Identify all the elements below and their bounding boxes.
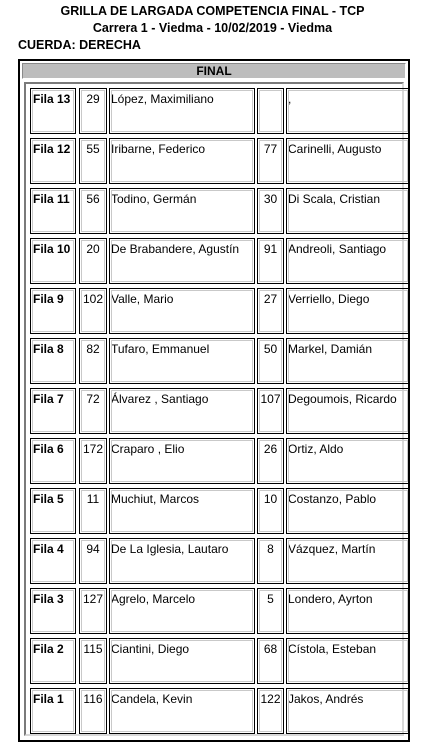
car-number-left: 56 [79,188,107,234]
driver-name-right: Vázquez, Martín [286,538,410,584]
table-row [30,238,401,284]
table-row [30,688,401,734]
driver-name-right: Markel, Damián [286,338,410,384]
table-row [30,638,401,684]
car-number-right: 30 [257,188,284,234]
row-label: Fila 5 [30,488,76,534]
car-number-right: 50 [257,338,284,384]
car-number-left: 20 [79,238,107,284]
driver-name-left: Muchiut, Marcos [109,488,255,534]
driver-name-right: Jakos, Andrés [286,688,410,734]
driver-name-right: Carinelli, Augusto [286,138,410,184]
row-label: Fila 12 [30,138,76,184]
car-number-left: 72 [79,388,107,434]
car-number-left: 172 [79,438,107,484]
table-row [30,88,401,134]
row-label: Fila 7 [30,388,76,434]
driver-name-left: Craparo , Elio [109,438,255,484]
car-number-right: 77 [257,138,284,184]
driver-name-left: Agrelo, Marcelo [109,588,255,634]
row-label: Fila 4 [30,538,76,584]
driver-name-right: Degoumois, Ricardo [286,388,410,434]
car-number-left: 102 [79,288,107,334]
table-row [30,488,401,534]
car-number-right: 5 [257,588,284,634]
car-number-left: 116 [79,688,107,734]
cuerda-label: CUERDA: DERECHA [18,38,141,52]
car-number-right: 107 [257,388,284,434]
page-subtitle: Carrera 1 - Viedma - 10/02/2019 - Viedma [92,21,333,35]
table-row [30,338,401,384]
car-number-right: 91 [257,238,284,284]
grid-body [24,82,404,736]
table-heading: FINAL [22,63,406,79]
driver-name-right: Andreoli, Santiago [286,238,410,284]
row-label: Fila 11 [30,188,76,234]
driver-name-left: Valle, Mario [109,288,255,334]
row-label: Fila 9 [30,288,76,334]
driver-name-left: Tufaro, Emmanuel [109,338,255,384]
row-label: Fila 3 [30,588,76,634]
table-row [30,388,401,434]
driver-name-left: Álvarez , Santiago [109,388,255,434]
driver-name-right: Cístola, Esteban [286,638,410,684]
car-number-right: 27 [257,288,284,334]
driver-name-right: Di Scala, Cristian [286,188,410,234]
table-row [30,288,401,334]
driver-name-right: , [286,88,410,134]
car-number-left: 55 [79,138,107,184]
table-row [30,538,401,584]
row-label: Fila 6 [30,438,76,484]
row-label: Fila 10 [30,238,76,284]
car-number-right [257,88,284,134]
driver-name-left: López, Maximiliano [109,88,255,134]
driver-name-left: Todino, Germán [109,188,255,234]
car-number-left: 127 [79,588,107,634]
row-label: Fila 13 [30,88,76,134]
driver-name-right: Verriello, Diego [286,288,410,334]
table-row [30,138,401,184]
driver-name-right: Ortiz, Aldo [286,438,410,484]
driver-name-left: De Brabandere, Agustín [109,238,255,284]
car-number-left: 82 [79,338,107,384]
driver-name-right: Costanzo, Pablo [286,488,410,534]
car-number-right: 122 [257,688,284,734]
car-number-left: 94 [79,538,107,584]
row-label: Fila 2 [30,638,76,684]
car-number-right: 68 [257,638,284,684]
grid-table [18,59,410,742]
driver-name-left: Ciantini, Diego [109,638,255,684]
table-row [30,188,401,234]
car-number-right: 26 [257,438,284,484]
car-number-right: 10 [257,488,284,534]
car-number-left: 29 [79,88,107,134]
table-row [30,588,401,634]
driver-name-left: Iribarne, Federico [109,138,255,184]
row-label: Fila 1 [30,688,76,734]
driver-name-right: Londero, Ayrton [286,588,410,634]
car-number-right: 8 [257,538,284,584]
driver-name-left: Candela, Kevin [109,688,255,734]
car-number-left: 11 [79,488,107,534]
driver-name-left: De La Iglesia, Lautaro [109,538,255,584]
table-row [30,438,401,484]
page-title: GRILLA DE LARGADA COMPETENCIA FINAL - TCP [60,4,365,18]
car-number-left: 115 [79,638,107,684]
row-label: Fila 8 [30,338,76,384]
